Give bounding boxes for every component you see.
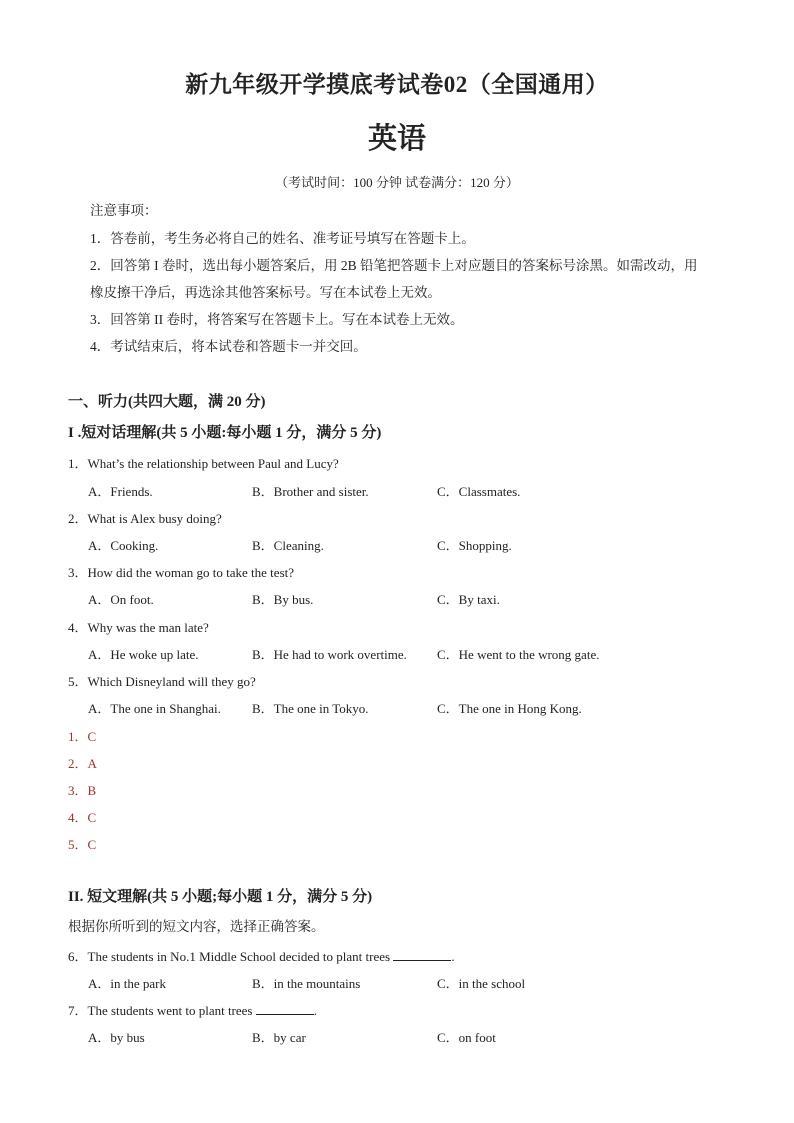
option-b: B．Brother and sister. (252, 484, 369, 499)
section-heading-listening: 一、听力(共四大题，满 20 分) (68, 394, 266, 410)
question-text: 7．The students went to plant trees (68, 1003, 253, 1018)
option-c: C．The one in Hong Kong. (437, 701, 582, 716)
option-a: A．He woke up late. (88, 647, 199, 662)
answer-blank (256, 1003, 314, 1015)
answer-key-item: 3．B (68, 783, 97, 798)
note-item-continued: 橡皮擦干净后，再选涂其他答案标号。写在本试卷上无效。 (90, 285, 441, 300)
part-heading-passage: II. 短文理解(共 5 小题;每小题 1 分，满分 5 分) (68, 889, 373, 905)
question-tail: . (313, 1003, 317, 1018)
note-item: 3．回答第 II 卷时，将答案写在答题卡上。写在本试卷上无效。 (90, 312, 464, 327)
option-a: A．The one in Shanghai. (88, 701, 221, 716)
note-item: 2．回答第 I 卷时，选出每小题答案后，用 2B 铅笔把答题卡上对应题目的答案标号涂黑。如需改动，用 (90, 258, 698, 273)
answer-key-item: 4．C (68, 810, 97, 825)
note-item: 1．答卷前，考生务必将自己的姓名、准考证号填写在答题卡上。 (90, 231, 475, 246)
option-b: B．Cleaning. (252, 538, 324, 553)
question-5: 5．Which Disneyland will they go? (68, 674, 256, 689)
option-c: C．He went to the wrong gate. (437, 647, 600, 662)
option-b: B．By bus. (252, 592, 314, 607)
subject-title: 英语 (367, 123, 426, 155)
exam-title: 新九年级开学摸底考试卷02（全国通用） (185, 72, 609, 97)
question-7 (68, 1000, 317, 1019)
option-c: C．on foot (437, 1030, 496, 1045)
option-a: A．Cooking. (88, 538, 159, 553)
option-c: C．Shopping. (437, 538, 512, 553)
part-heading-short-dialogues: I .短对话理解(共 5 小题:每小题 1 分，满分 5 分) (68, 425, 382, 441)
option-c: C．in the school (437, 976, 526, 991)
question-2: 2．What is Alex busy doing? (68, 511, 222, 526)
question-1: 1．What’s the relationship between Paul and Lucy? (68, 456, 339, 471)
question-text: 6．The students in No.1 Middle School decided to plant trees (68, 949, 391, 964)
option-a: A．in the park (88, 976, 166, 991)
question-4: 4．Why was the man late? (68, 620, 209, 635)
option-b: B．He had to work overtime. (252, 647, 407, 662)
option-b: B．in the mountains (252, 976, 361, 991)
answer-key-item: 1．C (68, 729, 97, 744)
question-tail: . (451, 949, 455, 964)
notes-heading: 注意事项： (90, 203, 158, 218)
option-a: A．Friends. (88, 484, 153, 499)
option-b: B．The one in Tokyo. (252, 701, 369, 716)
answer-key-item: 5．C (68, 837, 97, 852)
answer-blank (393, 949, 451, 961)
note-item: 4．考试结束后，将本试卷和答题卡一并交回。 (90, 339, 367, 354)
option-a: A．On foot. (88, 592, 154, 607)
option-c: C．Classmates. (437, 484, 521, 499)
option-a: A．by bus (88, 1030, 145, 1045)
answer-key-item: 2．A (68, 756, 97, 771)
question-3: 3．How did the woman go to take the test? (68, 565, 295, 580)
question-6 (68, 946, 455, 965)
exam-meta: （考试时间：100 分钟 试卷满分：120 分） (275, 175, 519, 190)
part-instruction: 根据你所听到的短文内容，选择正确答案。 (68, 919, 325, 934)
option-c: C．By taxi. (437, 592, 500, 607)
option-b: B．by car (252, 1030, 306, 1045)
